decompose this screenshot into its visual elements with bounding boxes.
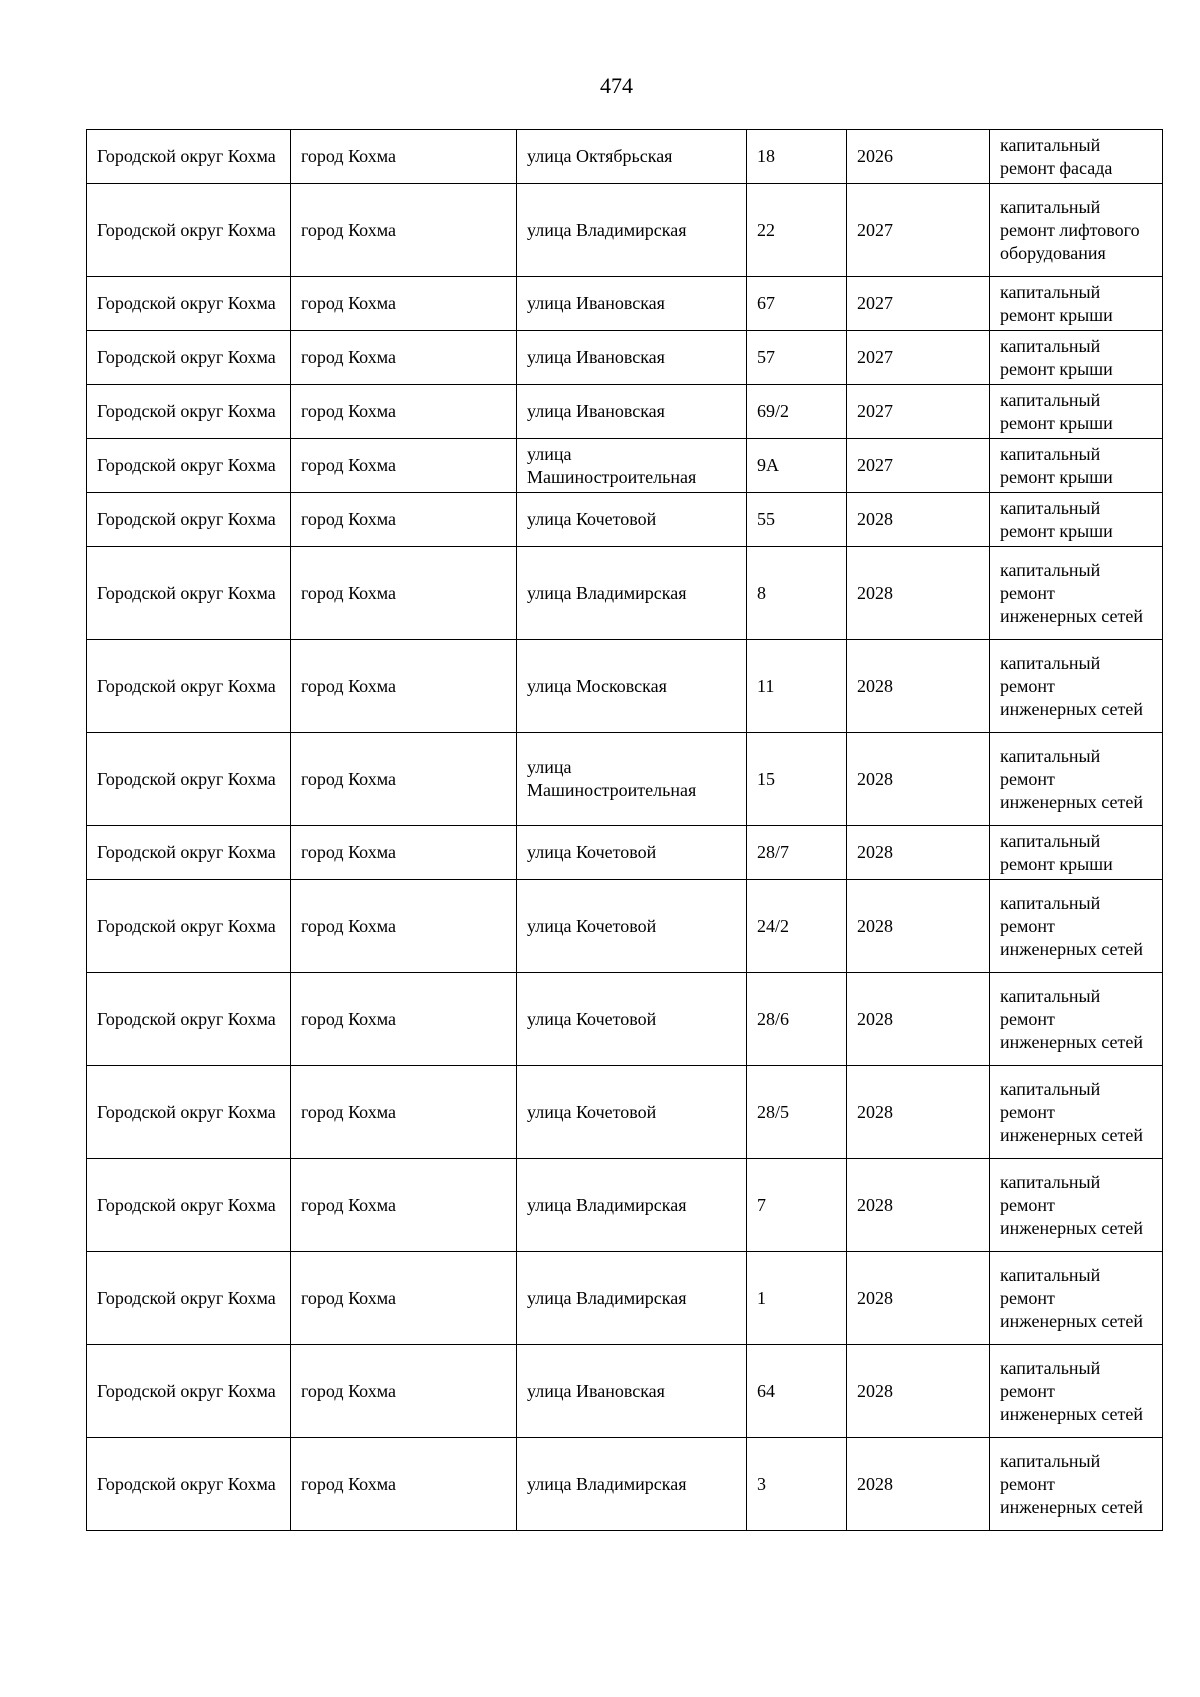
city-cell: город Кохма bbox=[291, 439, 517, 493]
table-row bbox=[87, 439, 1163, 493]
table-row bbox=[87, 1252, 1163, 1345]
street-cell: улица Московская bbox=[517, 640, 747, 733]
street-cell: улица Ивановская bbox=[517, 277, 747, 331]
work-cell: капитальный ремонт крыши bbox=[990, 385, 1163, 439]
work-cell: капитальный ремонт инженерных сетей bbox=[990, 1345, 1163, 1438]
table-row bbox=[87, 640, 1163, 733]
district-cell: Городской округ Кохма bbox=[87, 973, 291, 1066]
city-cell: город Кохма bbox=[291, 733, 517, 826]
work-cell: капитальный ремонт фасада bbox=[990, 130, 1163, 184]
year-cell: 2028 bbox=[847, 880, 990, 973]
house-cell: 55 bbox=[747, 493, 847, 547]
table-row bbox=[87, 277, 1163, 331]
repair-schedule-table bbox=[86, 129, 1163, 1531]
district-cell: Городской округ Кохма bbox=[87, 826, 291, 880]
work-cell: капитальный ремонт инженерных сетей bbox=[990, 880, 1163, 973]
city-cell: город Кохма bbox=[291, 277, 517, 331]
city-cell: город Кохма bbox=[291, 385, 517, 439]
table-row bbox=[87, 331, 1163, 385]
district-cell: Городской округ Кохма bbox=[87, 1066, 291, 1159]
district-cell: Городской округ Кохма bbox=[87, 331, 291, 385]
street-cell: улица Ивановская bbox=[517, 1345, 747, 1438]
city-cell: город Кохма bbox=[291, 493, 517, 547]
year-cell: 2028 bbox=[847, 1345, 990, 1438]
city-cell: город Кохма bbox=[291, 1066, 517, 1159]
house-cell: 15 bbox=[747, 733, 847, 826]
house-cell: 3 bbox=[747, 1438, 847, 1531]
year-cell: 2028 bbox=[847, 640, 990, 733]
table-row bbox=[87, 385, 1163, 439]
work-cell: капитальный ремонт инженерных сетей bbox=[990, 1159, 1163, 1252]
city-cell: город Кохма bbox=[291, 826, 517, 880]
year-cell: 2028 bbox=[847, 1066, 990, 1159]
page-number: 474 bbox=[600, 73, 633, 98]
district-cell: Городской округ Кохма bbox=[87, 1438, 291, 1531]
street-cell: улица Владимирская bbox=[517, 184, 747, 277]
city-cell: город Кохма bbox=[291, 331, 517, 385]
house-cell: 18 bbox=[747, 130, 847, 184]
year-cell: 2028 bbox=[847, 1159, 990, 1252]
year-cell: 2027 bbox=[847, 331, 990, 385]
district-cell: Городской округ Кохма bbox=[87, 277, 291, 331]
table-row bbox=[87, 547, 1163, 640]
house-cell: 7 bbox=[747, 1159, 847, 1252]
table-row bbox=[87, 130, 1163, 184]
district-cell: Городской округ Кохма bbox=[87, 184, 291, 277]
house-cell: 11 bbox=[747, 640, 847, 733]
work-cell: капитальный ремонт инженерных сетей bbox=[990, 973, 1163, 1066]
district-cell: Городской округ Кохма bbox=[87, 130, 291, 184]
work-cell: капитальный ремонт инженерных сетей bbox=[990, 1252, 1163, 1345]
street-cell: улица Кочетовой bbox=[517, 1066, 747, 1159]
street-cell: улица Ивановская bbox=[517, 331, 747, 385]
street-cell: улица Кочетовой bbox=[517, 493, 747, 547]
district-cell: Городской округ Кохма bbox=[87, 493, 291, 547]
year-cell: 2027 bbox=[847, 439, 990, 493]
year-cell: 2028 bbox=[847, 1438, 990, 1531]
year-cell: 2026 bbox=[847, 130, 990, 184]
district-cell: Городской округ Кохма bbox=[87, 880, 291, 973]
street-cell: улица Ивановская bbox=[517, 385, 747, 439]
street-cell: улица Владимирская bbox=[517, 1159, 747, 1252]
city-cell: город Кохма bbox=[291, 1159, 517, 1252]
house-cell: 9А bbox=[747, 439, 847, 493]
city-cell: город Кохма bbox=[291, 1345, 517, 1438]
work-cell: капитальный ремонт крыши bbox=[990, 331, 1163, 385]
district-cell: Городской округ Кохма bbox=[87, 733, 291, 826]
street-cell: улица Машиностроительная bbox=[517, 733, 747, 826]
district-cell: Городской округ Кохма bbox=[87, 547, 291, 640]
city-cell: город Кохма bbox=[291, 1252, 517, 1345]
city-cell: город Кохма bbox=[291, 1438, 517, 1531]
city-cell: город Кохма bbox=[291, 640, 517, 733]
work-cell: капитальный ремонт инженерных сетей bbox=[990, 640, 1163, 733]
work-cell: капитальный ремонт инженерных сетей bbox=[990, 733, 1163, 826]
district-cell: Городской округ Кохма bbox=[87, 1345, 291, 1438]
house-cell: 22 bbox=[747, 184, 847, 277]
city-cell: город Кохма bbox=[291, 880, 517, 973]
year-cell: 2027 bbox=[847, 385, 990, 439]
work-cell: капитальный ремонт инженерных сетей bbox=[990, 1438, 1163, 1531]
work-cell: капитальный ремонт крыши bbox=[990, 277, 1163, 331]
house-cell: 1 bbox=[747, 1252, 847, 1345]
table-row bbox=[87, 1345, 1163, 1438]
table-row bbox=[87, 1159, 1163, 1252]
year-cell: 2028 bbox=[847, 973, 990, 1066]
year-cell: 2028 bbox=[847, 1252, 990, 1345]
house-cell: 67 bbox=[747, 277, 847, 331]
street-cell: улица Владимирская bbox=[517, 1438, 747, 1531]
work-cell: капитальный ремонт крыши bbox=[990, 439, 1163, 493]
work-cell: капитальный ремонт крыши bbox=[990, 826, 1163, 880]
work-cell: капитальный ремонт инженерных сетей bbox=[990, 1066, 1163, 1159]
street-cell: улица Кочетовой bbox=[517, 826, 747, 880]
table-row bbox=[87, 1438, 1163, 1531]
work-cell: капитальный ремонт инженерных сетей bbox=[990, 547, 1163, 640]
street-cell: улица Владимирская bbox=[517, 547, 747, 640]
year-cell: 2027 bbox=[847, 184, 990, 277]
year-cell: 2028 bbox=[847, 547, 990, 640]
work-cell: капитальный ремонт крыши bbox=[990, 493, 1163, 547]
table-row bbox=[87, 826, 1163, 880]
table-row bbox=[87, 493, 1163, 547]
house-cell: 24/2 bbox=[747, 880, 847, 973]
district-cell: Городской округ Кохма bbox=[87, 640, 291, 733]
city-cell: город Кохма bbox=[291, 184, 517, 277]
year-cell: 2028 bbox=[847, 733, 990, 826]
city-cell: город Кохма bbox=[291, 547, 517, 640]
house-cell: 57 bbox=[747, 331, 847, 385]
city-cell: город Кохма bbox=[291, 973, 517, 1066]
house-cell: 28/7 bbox=[747, 826, 847, 880]
city-cell: город Кохма bbox=[291, 130, 517, 184]
street-cell: улица Машиностроительная bbox=[517, 439, 747, 493]
district-cell: Городской округ Кохма bbox=[87, 385, 291, 439]
house-cell: 64 bbox=[747, 1345, 847, 1438]
house-cell: 28/6 bbox=[747, 973, 847, 1066]
table-row bbox=[87, 880, 1163, 973]
district-cell: Городской округ Кохма bbox=[87, 1252, 291, 1345]
year-cell: 2028 bbox=[847, 493, 990, 547]
table-row bbox=[87, 733, 1163, 826]
year-cell: 2028 bbox=[847, 826, 990, 880]
street-cell: улица Кочетовой bbox=[517, 973, 747, 1066]
table-row bbox=[87, 973, 1163, 1066]
house-cell: 8 bbox=[747, 547, 847, 640]
work-cell: капитальный ремонт лифтового оборудования bbox=[990, 184, 1163, 277]
district-cell: Городской округ Кохма bbox=[87, 1159, 291, 1252]
street-cell: улица Октябрьская bbox=[517, 130, 747, 184]
house-cell: 69/2 bbox=[747, 385, 847, 439]
street-cell: улица Кочетовой bbox=[517, 880, 747, 973]
table-row bbox=[87, 1066, 1163, 1159]
table-row bbox=[87, 184, 1163, 277]
year-cell: 2027 bbox=[847, 277, 990, 331]
street-cell: улица Владимирская bbox=[517, 1252, 747, 1345]
house-cell: 28/5 bbox=[747, 1066, 847, 1159]
district-cell: Городской округ Кохма bbox=[87, 439, 291, 493]
